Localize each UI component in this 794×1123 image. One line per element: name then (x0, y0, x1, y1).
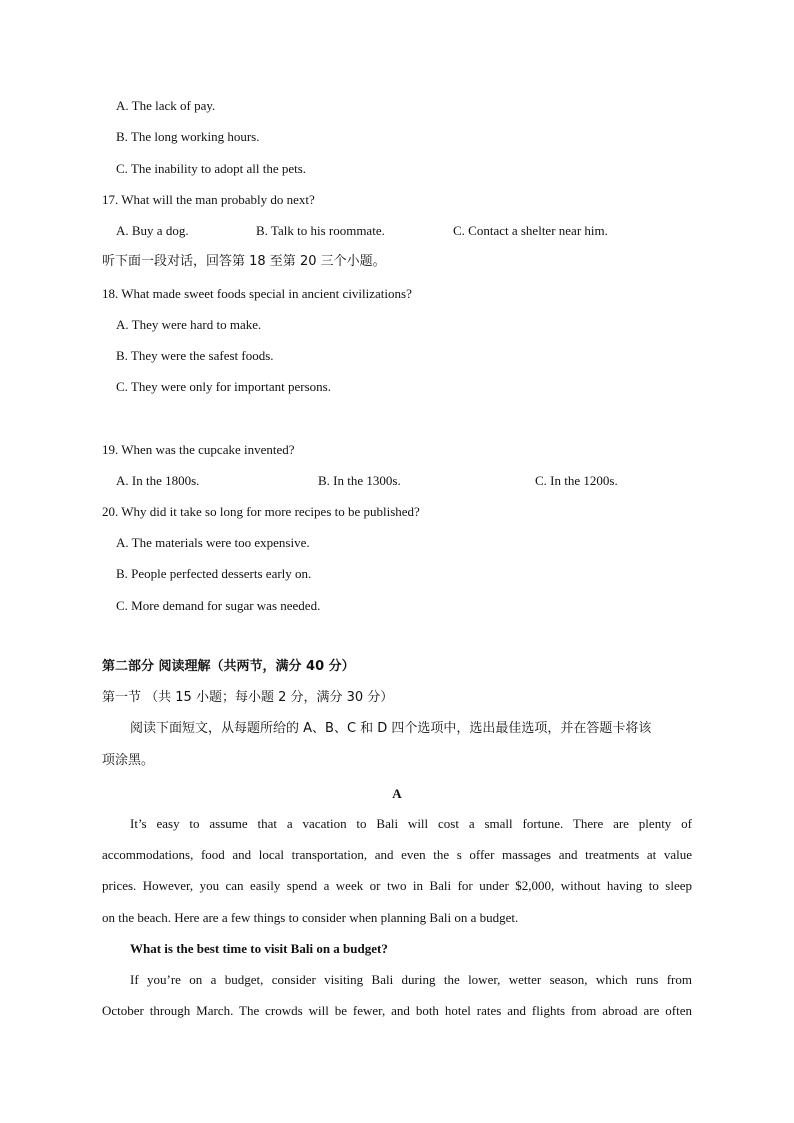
q17-option-c: C. Contact a shelter near him. (453, 223, 608, 238)
reading-instruction-line1: 阅读下面短文，从每题所给的 A、B、C 和 D 四个选项中，选出最佳选项，并在答题卡将该 (130, 721, 652, 736)
q20-option-c: C. More demand for sugar was needed. (116, 598, 321, 613)
q20-stem: 20. Why did it take so long for more recipes to be published? (102, 504, 420, 519)
part2-title: 第二部分 阅读理解（共两节，满分 40 分） (102, 659, 355, 674)
q19-option-c: C. In the 1200s. (535, 473, 618, 488)
section1-title: 第一节 （共 15 小题；每小题 2 分，满分 30 分） (102, 690, 394, 705)
dialog-instruction: 听下面一段对话，回答第 18 至第 20 三个小题。 (102, 254, 386, 269)
q16-option-b: B. The long working hours. (116, 129, 260, 144)
q16-option-c: C. The inability to adopt all the pets. (116, 161, 307, 176)
q19-option-a: A. In the 1800s. (116, 473, 200, 488)
q19-option-b: B. In the 1300s. (318, 473, 401, 488)
q17-option-b: B. Talk to his roommate. (256, 223, 385, 238)
passage-p1-line1: It’s easy to assume that a vacation to Bali will cost a small fortune. There are plenty of (130, 816, 692, 831)
passage-label: A (392, 786, 402, 801)
reading-instruction-line2: 项涂黑。 (102, 753, 155, 768)
q16-option-a: A. The lack of pay. (116, 98, 216, 113)
q20-option-a: A. The materials were too expensive. (116, 535, 310, 550)
passage-p1-line4: on the beach. Here are a few things to consider when planning Bali on a budget. (102, 910, 519, 925)
passage-p2-line2: October through March. The crowds will be fewer, and both hotel rates and flights from abroad are often (102, 1003, 692, 1018)
passage-p1-line3: prices. However, you can easily spend a week or two in Bali for under $2,000, without having to sleep (102, 878, 692, 893)
q17-option-a: A. Buy a dog. (116, 223, 189, 238)
passage-p2-line1: If you’re on a budget, consider visiting Bali during the lower, wetter season, which runs from (130, 972, 692, 987)
passage-p1-line2: accommodations, food and local transportation, and even the s offer massages and treatments at value (102, 847, 692, 862)
q18-option-a: A. They were hard to make. (116, 317, 262, 332)
q17-stem: 17. What will the man probably do next? (102, 192, 315, 207)
q18-option-c: C. They were only for important persons. (116, 379, 331, 394)
q20-option-b: B. People perfected desserts early on. (116, 566, 312, 581)
q18-option-b: B. They were the safest foods. (116, 348, 274, 363)
q18-stem: 18. What made sweet foods special in ancient civilizations? (102, 286, 412, 301)
passage-subheading: What is the best time to visit Bali on a budget? (130, 941, 388, 956)
q19-stem: 19. When was the cupcake invented? (102, 442, 295, 457)
